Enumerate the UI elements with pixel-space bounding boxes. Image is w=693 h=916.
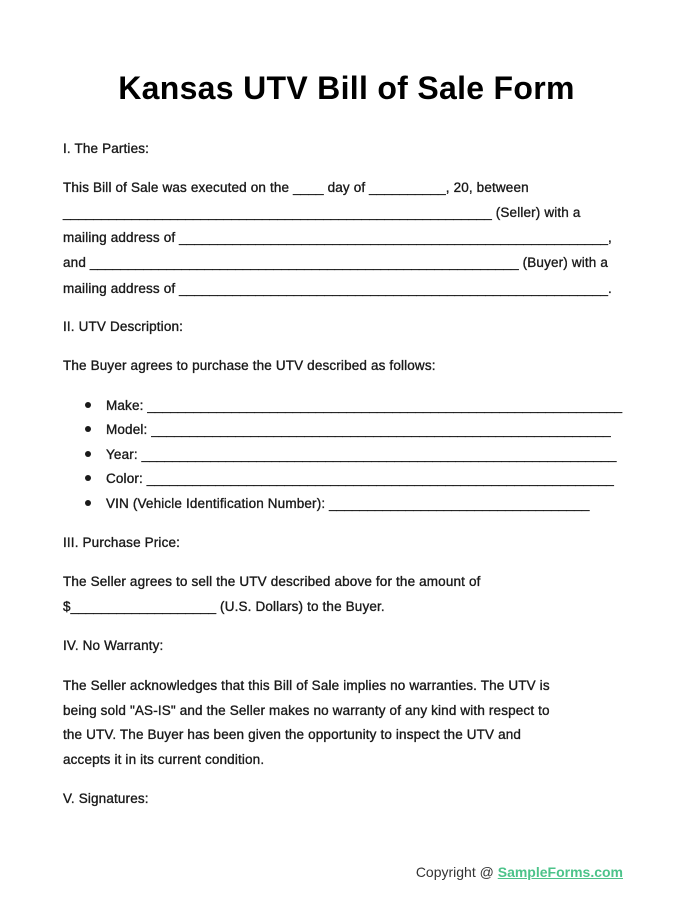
section-heading-parties: I. The Parties:: [63, 141, 150, 156]
section-heading-price: III. Purchase Price:: [63, 535, 181, 550]
price-line: The Seller agrees to sell the UTV described above for the amount of: [63, 574, 481, 589]
parties-line: mailing address of ________________________________________________________.: [63, 281, 612, 296]
bullet-icon: [85, 475, 91, 481]
copyright-text: Copyright @: [415, 864, 498, 880]
bullet-icon: [85, 426, 91, 432]
parties-line: This Bill of Sale was executed on the ____ day of __________, 20, between: [63, 180, 529, 195]
warranty-line: the UTV. The Buyer has been given the opportunity to inspect the UTV and: [63, 727, 522, 742]
list-item: [85, 470, 614, 488]
section-heading-description: II. UTV Description:: [63, 319, 184, 334]
bullet-icon: [85, 402, 91, 408]
parties-line: mailing address of ________________________________________________________,: [63, 230, 612, 245]
page-title: Kansas UTV Bill of Sale Form: [118, 70, 575, 106]
section-heading-signatures: V. Signatures:: [63, 791, 149, 806]
warranty-line: The Seller acknowledges that this Bill of Sale implies no warranties. The UTV is: [63, 678, 550, 693]
item-text: Model: ____________________________________________________________: [106, 422, 611, 437]
section-heading-warranty: IV. No Warranty:: [63, 638, 164, 653]
item-text: Year: ______________________________________________________________: [106, 447, 617, 462]
description-intro: The Buyer agrees to purchase the UTV described as follows:: [63, 358, 436, 373]
list-item: [85, 495, 590, 513]
brand-link[interactable]: SampleForms.com: [497, 864, 623, 880]
item-text: VIN (Vehicle Identification Number): __________________________________: [106, 496, 590, 511]
list-item: [85, 397, 622, 415]
list-item: [85, 446, 616, 464]
item-text: Color: _____________________________________________________________: [106, 471, 614, 486]
parties-line: ________________________________________________________ (Seller) with a: [63, 205, 581, 220]
price-line: $___________________ (U.S. Dollars) to the Buyer.: [63, 599, 385, 614]
copyright-footer: [416, 864, 623, 880]
list-item: [85, 421, 611, 439]
bullet-icon: [85, 451, 91, 457]
parties-line: and ________________________________________________________ (Buyer) with a: [63, 255, 609, 270]
warranty-line: accepts it in its current condition.: [63, 752, 265, 767]
item-text: Make: ______________________________________________________________: [106, 398, 623, 413]
warranty-line: being sold "AS-IS" and the Seller makes no warranty of any kind with respect to: [63, 703, 550, 718]
bullet-icon: [85, 500, 91, 506]
